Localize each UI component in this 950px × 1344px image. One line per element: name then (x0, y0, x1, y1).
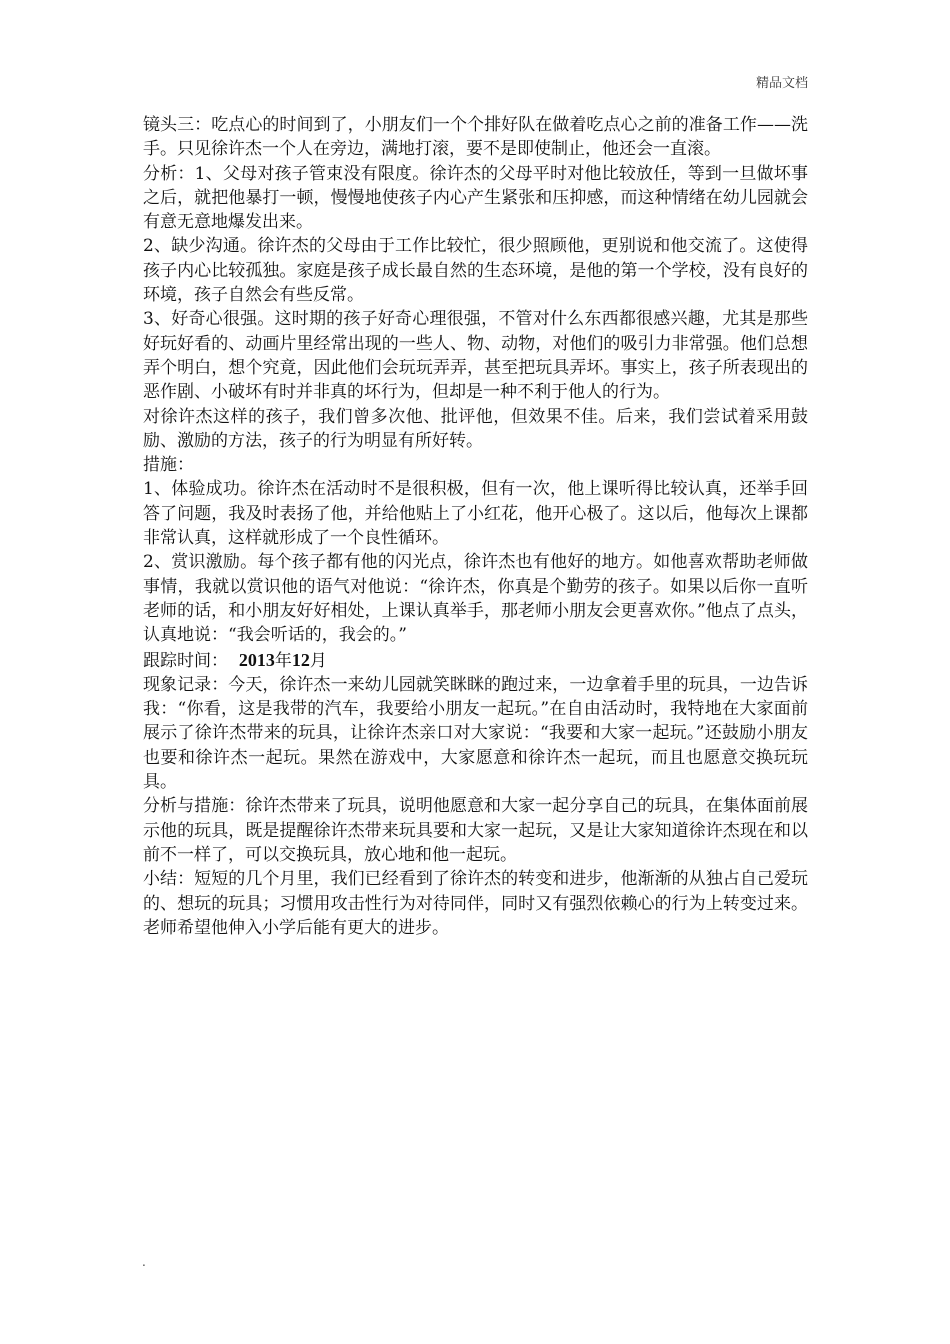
paragraph: 小结：短短的几个月里，我们已经看到了徐许杰的转变和进步，他渐渐的从独占自己爱玩的、想玩的玩具；习惯用攻击性行为对待同伴，同时又有强烈依赖心的行为上转变过来。老师希望他伸入小学后能有更大的进步。 (143, 869, 808, 938)
paragraph: 2、赏识激励。每个孩子都有他的闪光点，徐许杰也有他好的地方。如他喜欢帮助老师做事情，我就以赏识他的语气对他说：“徐许杰，你真是个勤劳的孩子。如果以后你一直听老师的话，和小朋友好好相处，上课认真举手，那老师小朋友会更喜欢你。”他点了点头，认真地说：“我会听话的，我会的。” (143, 552, 808, 646)
tracking-label: 跟踪时间： (143, 650, 228, 671)
tracking-month: 12 (291, 649, 310, 670)
paragraph: 分析与措施：徐许杰带来了玩具，说明他愿意和大家一起分享自己的玩具，在集体面前展示他的玩具，既是提醒徐许杰带来玩具要和大家一起玩，又是让大家知道徐许杰现在和以前不一样了，可以交换玩具，放心地和他一起玩。 (143, 796, 808, 865)
footer-mark: . (142, 1255, 146, 1269)
header-label: 精品文档 (755, 76, 808, 91)
tracking-time-line (143, 648, 808, 673)
paragraph: 2、缺少沟通。徐许杰的父母由于工作比较忙，很少照顾他，更别说和他交流了。这使得孩子内心比较孤独。家庭是孩子成长最自然的生态环境，是他的第一个学校，没有良好的环境，孩子自然会有些反常。 (143, 236, 808, 306)
paragraph: 对徐许杰这样的孩子，我们曾多次他、批评他，但效果不佳。后来，我们尝试着采用鼓励、激励的方法，孩子的行为明显有所好转。 (143, 406, 808, 451)
section-heading: 措施： (143, 455, 194, 476)
paragraph: 分析：1、父母对孩子管束没有限度。徐许杰的父母平时对他比较放任，等到一旦做坏事之后，就把他暴打一顿，慢慢地使孩子内心产生紧张和压抑感，而这种情绪在幼儿园就会有意无意地爆发出来。 (143, 163, 808, 233)
tracking-year: 2013 (238, 649, 275, 670)
tracking-year-unit: 年 (274, 650, 292, 671)
paragraph: 1、体验成功。徐许杰在活动时不是很积极，但有一次，他上课听得比较认真，还举手回答了问题，我及时表扬了他，并给他贴上了小红花，他开心极了。这以后，他每次上课都非常认真，这样就形成了一个良性循环。 (143, 479, 808, 549)
tracking-month-unit: 月 (309, 650, 327, 671)
paragraph: 现象记录：今天，徐许杰一来幼儿园就笑眯眯的跑过来，一边拿着手里的玩具，一边告诉我：“你看，这是我带的汽车，我要给小朋友一起玩。”在自由活动时，我特地在大家面前展示了徐许杰带来的玩具，让徐许杰亲口对大家说：“我要和大家一起玩。”还鼓励小朋友也要和徐许杰一起玩。果然在游戏中，大家愿意和徐许杰一起玩，而且也愿意交换玩玩具。 (143, 674, 808, 793)
document-body (143, 113, 808, 940)
paragraph: 镜头三：吃点心的时间到了，小朋友们一个个排好队在做着吃点心之前的准备工作——洗手。只见徐许杰一个人在旁边，满地打滚，要不是即使制止，他还会一直滚。 (143, 115, 808, 160)
paragraph: 3、好奇心很强。这时期的孩子好奇心理很强，不管对什么东西都很感兴趣，尤其是那些好玩好看的、动画片里经常出现的一些人、物、动物，对他们的吸引力非常强。他们总想弄个明白，想个究竟，因此他们会玩玩弄弄，甚至把玩具弄坏。事实上，孩子所表现出的恶作剧、小破坏有时并非真的坏行为，但却是一种不利于他人的行为。 (143, 309, 808, 403)
